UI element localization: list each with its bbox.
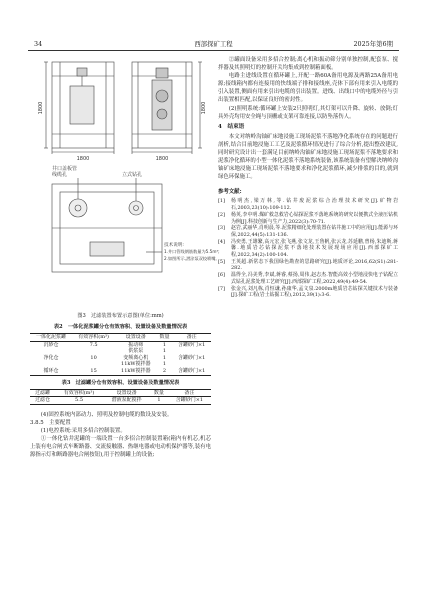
table-cell: 含罐砂门×1 bbox=[177, 354, 206, 361]
figure-3-drawing bbox=[30, 56, 220, 308]
right-column bbox=[218, 56, 398, 299]
table-header-cell: 一体化泥浆罐 bbox=[36, 334, 67, 341]
reference-text: 冯奕勇,王雄繁,高元宏,张飞燕,张文龙,王鲁帆,张云龙,苏延鹏,曾杨,朱迪斯,蒋馨.地质岩芯钻探泥浆不落地技术发展现场应用[J].西部探矿工程,2022,34(2):100-104. bbox=[231, 238, 398, 259]
table-cell: 供浆泵 bbox=[128, 348, 144, 355]
left-column bbox=[30, 56, 220, 459]
table-header-cell: 数量 bbox=[159, 334, 170, 341]
reference-number: [2] bbox=[218, 211, 225, 218]
conclusion-heading: 4 结束语 bbox=[218, 123, 245, 130]
plan-view bbox=[52, 178, 162, 272]
label-pump-hole: 立式钻孔 bbox=[122, 172, 143, 178]
reference-text: 赵岩,武丽华,肖明晨,等.泥浆精细化处理装置在钻井施工中的应用[J].能源与环保,2022,44(5):131-136. bbox=[231, 225, 398, 238]
reference-item bbox=[218, 212, 398, 225]
table-header-cell: 有效容积(m³) bbox=[78, 334, 109, 341]
table-row bbox=[30, 341, 211, 348]
dim-left-width: 1800 bbox=[76, 156, 90, 162]
reference-text: 张金兴,刘凡栋,肖恒谦,孙康华,孟文泉.2000m地质岩芯钻探关键技术与装备[J].探矿工程(岩土钻掘工程),2012,39(1):3-6. bbox=[231, 285, 398, 299]
table-cell: 11kW搅拌器 bbox=[121, 368, 151, 375]
table-header-cell: 设置设备 bbox=[116, 389, 137, 396]
table-row bbox=[30, 397, 211, 405]
page-number: 34 bbox=[34, 40, 43, 48]
table-cell: 净化仓 bbox=[43, 354, 59, 361]
reference-number: [1] bbox=[218, 198, 225, 205]
left-paragraph-2: (1)电控系统:采用多招合控制装置。 bbox=[40, 428, 126, 435]
table-row bbox=[30, 348, 211, 355]
label-pipe-hole: 线缆孔 bbox=[52, 172, 68, 178]
table-cell: 含罐砂门×1 bbox=[175, 397, 204, 404]
reference-text: 杨英,李中明.煤矿救急救岩心钻探泥浆不落地系统的研究以便携式全液压钻机为例[J].科技创新与生产力,2022(3):70-71. bbox=[231, 211, 398, 225]
table-cell: 11kW搅拌器 bbox=[121, 361, 151, 368]
reference-number: [7] bbox=[218, 285, 225, 292]
table-cell bbox=[30, 348, 72, 355]
dim-right-width: 1800 bbox=[155, 156, 169, 162]
table-header-cell: 过滤罐 bbox=[35, 389, 51, 396]
journal-title: 西部探矿工程 bbox=[194, 40, 233, 48]
table-cell: 15 bbox=[90, 368, 97, 375]
table-2 bbox=[30, 333, 211, 376]
dim-right-height: 1800 bbox=[201, 101, 207, 115]
section-heading-385: 3.8.5 主要配置 bbox=[30, 419, 71, 426]
table-cell bbox=[172, 348, 211, 355]
issue-label: 2025年第6期 bbox=[353, 40, 393, 48]
table-cell: 1 bbox=[162, 348, 167, 355]
figure-3-caption: 图3 过滤装置布置示意图(单位:mm) bbox=[77, 313, 164, 320]
right-paragraph-3: (2)照明系统:循环罐上安装2只照明灯,其灯架可以升降、旋转、放倒;灯具外壳均用安全绳与顶栅或支架可靠连接,以防坠落伤人。 bbox=[218, 105, 398, 120]
table-cell bbox=[72, 361, 115, 368]
page-header bbox=[28, 0, 399, 46]
header-rule bbox=[28, 50, 399, 51]
reference-item bbox=[218, 259, 398, 272]
table-cell: 变频离心机 bbox=[123, 354, 149, 361]
label-tech-req: 技术说明: bbox=[164, 243, 184, 248]
references-heading: 参考文献: bbox=[218, 189, 242, 196]
table-cell: 过滤仓 bbox=[35, 397, 51, 404]
left-paragraph-1: (4)固控系统内部动力、照明及控制电缆的数设及安装。 bbox=[40, 411, 173, 418]
table-cell: 循环仓 bbox=[43, 368, 59, 375]
table-header-cell: 设置设备 bbox=[125, 334, 146, 341]
table-cell: 含罐砂门×1 bbox=[177, 341, 206, 348]
right-paragraph-1: ②罐面设备采用多招合控制;离心机和振动筛分别单独控制,配套泵、搅拌器及其照明灯的控制开关均集成到控制箱面板。 bbox=[218, 57, 398, 72]
table-cell: 1 bbox=[162, 341, 167, 348]
table-row bbox=[30, 368, 211, 375]
reference-item bbox=[218, 272, 398, 285]
reference-text: 杨明杰,梁万林,等.钻井废泥浆综合治理技术研究[J].矿物岩石,2003,23(10):109-112. bbox=[231, 198, 398, 212]
reference-number: [3] bbox=[218, 225, 225, 232]
reference-number: [4] bbox=[218, 238, 225, 245]
table-cell: 1 bbox=[162, 361, 167, 368]
table-cell: 5.5 bbox=[75, 397, 83, 404]
table-cell: 沉砂仓 bbox=[43, 341, 59, 348]
table-cell: 潜液泵配搅拌 bbox=[111, 397, 142, 404]
reference-number: [6] bbox=[218, 272, 225, 279]
label-req1: 1.井口管线钢筋数量为5.5m³; bbox=[164, 249, 220, 254]
table-header-cell: 数量 bbox=[153, 389, 164, 396]
table-cell: 振动筛 bbox=[128, 341, 144, 348]
table-cell: 1 bbox=[162, 354, 167, 361]
table-header-cell: 有效容积(m³) bbox=[63, 389, 95, 396]
table-header-cell: 备注 bbox=[184, 389, 195, 396]
table-2-caption: 表2 一体化泥浆罐分仓有效容积、设置设备及数量情况表 bbox=[53, 324, 188, 331]
reference-item bbox=[218, 239, 398, 259]
table-cell: 2 bbox=[162, 368, 167, 375]
figure-3 bbox=[30, 56, 220, 320]
reference-text: 王英超.新常态下我国绿色勘查的思路研究[J].地质评论,2016,62(S1):281-282. bbox=[231, 258, 398, 272]
table-cell: 含罐砂门×1 bbox=[177, 368, 206, 375]
reference-list bbox=[218, 198, 398, 299]
reference-item bbox=[218, 198, 398, 211]
table-cell bbox=[72, 348, 115, 355]
table-3 bbox=[30, 389, 211, 405]
label-req2: 2.如图所示,潜涂泵双绞喷嘴。 bbox=[164, 256, 220, 261]
reference-text: 温得全,冯美秀,李斌,蒋睿,蔡扬,周伟,赵志杰.智能高效小型地浸快电子钻配立式钻孔泥浆处理工艺研究[J].西部探矿工程,2022,49(4):49-54. bbox=[231, 272, 398, 285]
table-3-caption: 表3 过滤罐分仓有效容积、设置设备及数量情况表 bbox=[61, 379, 180, 386]
dim-left-height: 1800 bbox=[38, 101, 44, 115]
right-paragraph-4: 本文对纳岭沟铀矿床地浸施工现场泥浆不落地净化系统存在的问题进行剖析,结合目前地浸施工工艺及泥浆循环情况进行了综合分析,提出整改建议,同时研究设计出一套满足目前纳岭沟铀矿床地浸施工现场泥浆不落地要求和泥浆净化循环的小型一体化泥浆不落地系统装备,该系统装备有望解决纳岭沟铀矿床地浸施工现场泥浆不落地要求和净化泥浆循环,减少排浆的目的,就到绿色环保施工。 bbox=[218, 133, 398, 181]
table-header-cell: 备注 bbox=[186, 334, 197, 341]
reference-number: [5] bbox=[218, 258, 225, 265]
right-paragraph-2: 电路主进线设置在循环罐上,开配一路60A备用电源及两路25A备用电源;接线箱内都有连接用的快线端子排和接线座,壳体下部有用来引入电缆的引入装置,侧面有用来引出电缆的引出装置。进线、出线口中的电缆外径与引出装置相匹配,以保证良好的密封性。 bbox=[218, 73, 398, 104]
reference-item bbox=[218, 225, 398, 238]
reference-item bbox=[218, 286, 398, 299]
table-cell: 7.5 bbox=[89, 341, 98, 348]
table-cell: 10 bbox=[90, 354, 97, 361]
table-cell: 1 bbox=[157, 397, 161, 404]
left-paragraph-3: ①一体化钻井泥罐的一端设置一台多招合控制装置箱(箱内有机芯,机芯上装有电合闸式车断路器、交流接触器、热继电器或电动机保护器等,装有电源指示灯和断路器电合闸按钮),用于控制罐上的设备; bbox=[30, 436, 211, 459]
label-well-mouth: 井口盖板管 bbox=[52, 166, 78, 172]
